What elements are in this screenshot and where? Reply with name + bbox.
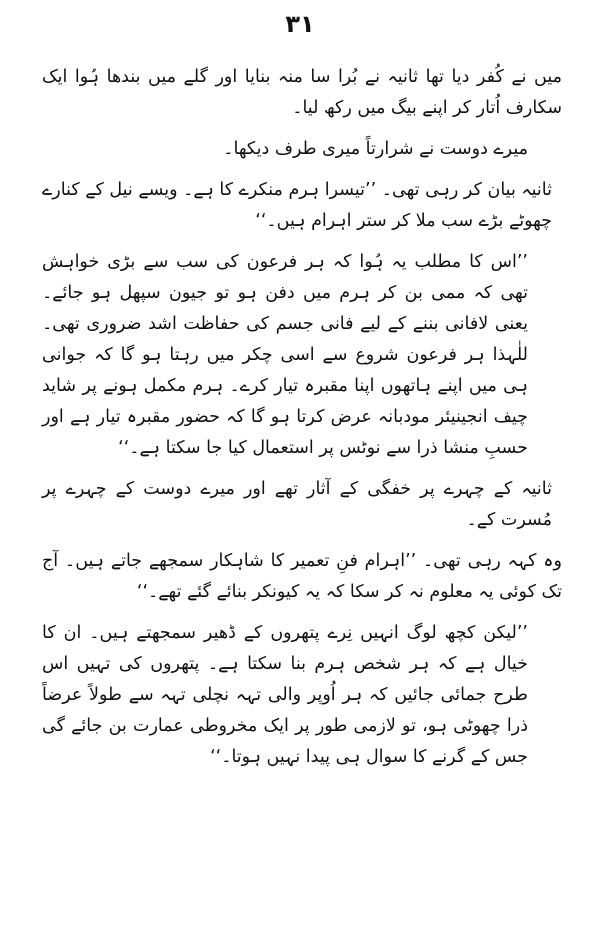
paragraph-4: ’’اس کا مطلب یہ ہُوا کہ ہر فرعون کی سب سے بڑی خواہش تھی کہ ممی بن کر ہرم میں دفن ہو تو جیون سپھل ہو جائے۔ یعنی لافانی بننے کے لیے فانی جسم کی حفاظت اشد ضروری تھی۔ للٰہذا ہر فرعون شروع سے اسی چکر میں رہتا ہو گا کہ جوانی ہی میں اپنے ہاتھوں اپنا مقبرہ تیار کرے۔ ہرم مکمل ہونے پر شاید چیف انجینیئر مودبانہ عرض کرتا ہو گا کہ حضور مقبرہ تیار ہے اور حسبِ منشا ذرا سے نوٹس پر استعمال کیا جا سکتا ہے۔‘‘ (42, 252, 528, 458)
body-text (42, 62, 562, 783)
paragraph-2: میرے دوست نے شرارتاً میری طرف دیکھا۔ (223, 139, 528, 159)
paragraph-7: ’’لیکن کچھ لوگ انہیں نِرے پتھروں کے ڈھیر سمجھتے ہیں۔ ان کا خیال ہے کہ ہر شخص ہرم بنا سکتا ہے۔ پتھروں کی تہیں اس طرح جمائی جائیں کہ ہر اُوپر والی تہہ نچلی تہہ سے طولاً عرضاً ذرا چھوٹی ہو، تو لازمی طور پر ایک مخروطی عمارت بن جائے گی جس کے گرنے کا سوال ہی پیدا نہیں ہوتا۔‘‘ (42, 623, 528, 767)
paragraph-5: ثانیہ کے چہرے پر خفگی کے آثار تھے اور میرے دوست کے چہرے پر مُسرت کے۔ (42, 479, 552, 530)
paragraph-1: میں نے کُفر دیا تھا ثانیہ نے بُرا سا منہ بنایا اور گلے میں بندھا ہُوا ایک سکارف اُتار کر اپنے بیگ میں رکھ لیا۔ (42, 67, 562, 118)
paragraph-6: وہ کہہ رہی تھی۔ ’’اہرام فنِ تعمیر کا شاہکار سمجھے جاتے ہیں۔ آج تک کوئی یہ معلوم نہ کر سکا کہ یہ کیونکر بنائے گئے تھے۔‘‘ (42, 551, 562, 602)
page-number: ۳۱ (285, 10, 315, 38)
paragraph-3: ثانیہ بیان کر رہی تھی۔ ’’تیسرا ہرم منکرے کا ہے۔ ویسے نیل کے کنارے چھوٹے بڑے سب ملا کر ستر اہرام ہیں۔‘‘ (42, 180, 552, 231)
